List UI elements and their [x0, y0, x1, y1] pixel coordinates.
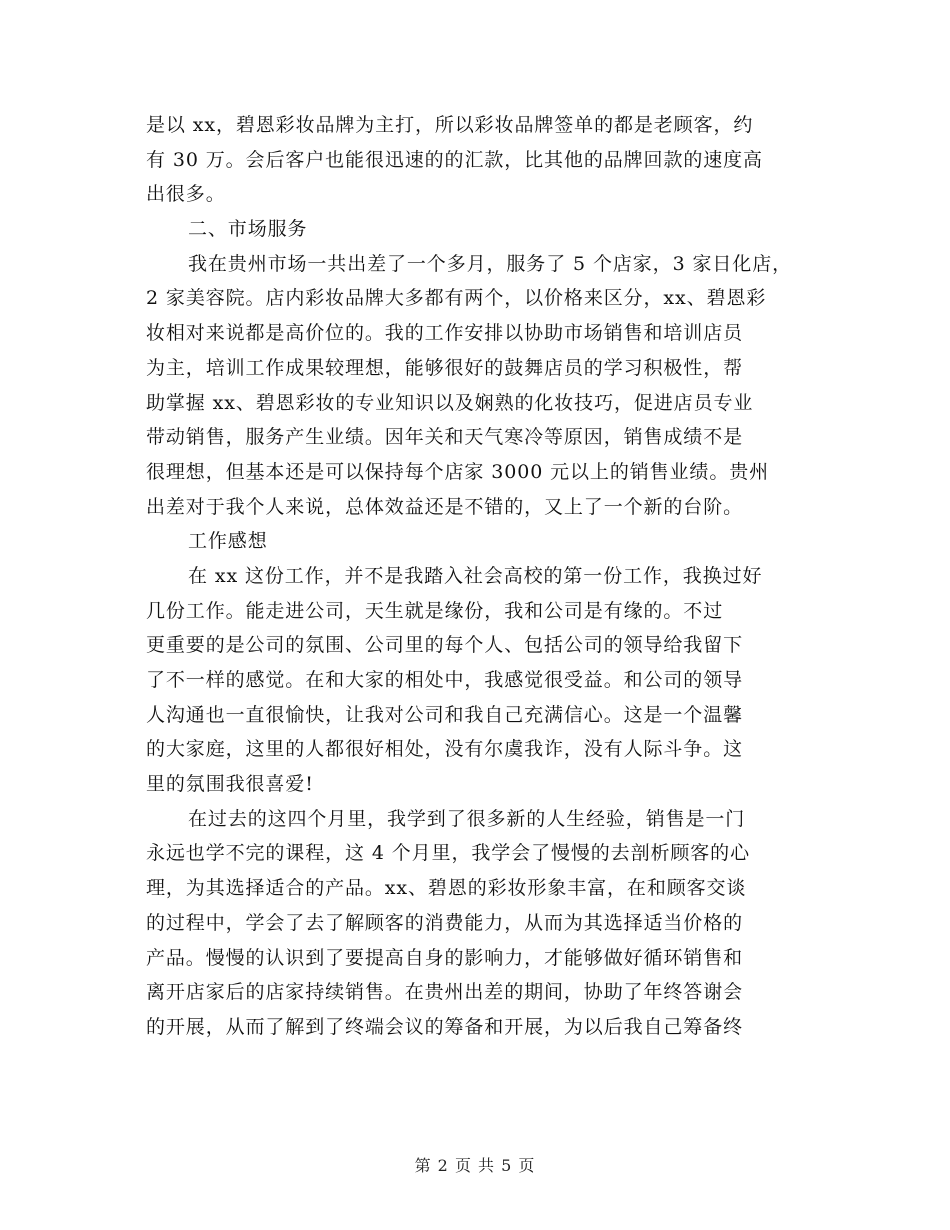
text-line: 很理想，但基本还是可以保持每个店家 3000 元以上的销售业绩。贵州 — [146, 460, 770, 483]
text-line: 工作感想 — [188, 530, 268, 553]
text-line: 出差对于我个人来说，总体效益还是不错的，又上了一个新的台阶。 — [146, 495, 744, 518]
text-line: 里的氛围我很喜爱! — [146, 773, 314, 796]
document-body — [146, 108, 846, 1045]
text-line: 产品。慢慢的认识到了要提高自身的影响力，才能够做好循环销售和 — [146, 946, 744, 969]
text-line: 的大家庭，这里的人都很好相处，没有尔虞我诈，没有人际斗争。这 — [146, 738, 744, 761]
text-line: 我在贵州市场一共出差了一个多月，服务了 5 个店家，3 家日化店， — [188, 252, 792, 275]
text-line: 助掌握 xx、碧恩彩妆的专业知识以及娴熟的化妆技巧，促进店员专业 — [146, 391, 754, 414]
text-line: 是以 xx，碧恩彩妆品牌为主打，所以彩妆品牌签单的都是老顾客，约 — [146, 114, 754, 136]
text-line: 了不一样的感觉。在和大家的相处中，我感觉很受益。和公司的领导 — [146, 669, 744, 691]
text-line: 在 xx 这份工作，并不是我踏入社会高校的第一份工作，我换过好 — [188, 564, 763, 587]
text-line: 的过程中，学会了去了解顾客的消费能力，从而为其选择适当价格的 — [146, 911, 744, 934]
text-line: 人沟通也一直很愉快，让我对公司和我自己充满信心。这是一个温馨 — [146, 703, 744, 726]
text-line: 二、市场服务 — [188, 218, 308, 241]
text-line: 有 30 万。会后客户也能很迅速的的汇款，比其他的品牌回款的速度高 — [146, 148, 763, 171]
text-line: 的开展，从而了解到了终端会议的筹备和开展，为以后我自己筹备终 — [146, 1015, 744, 1038]
text-line: 更重要的是公司的氛围、公司里的每个人、包括公司的领导给我留下 — [146, 634, 744, 657]
text-line: 永远也学不完的课程，这 4 个月里，我学会了慢慢的去剖析顾客的心 — [146, 842, 750, 865]
text-line: 为主，培训工作成果较理想，能够很好的鼓舞店员的学习积极性，帮 — [146, 356, 744, 379]
text-line: 离开店家后的店家持续销售。在贵州出差的期间，协助了年终答谢会 — [146, 981, 744, 1004]
text-line: 几份工作。能走进公司，天生就是缘份，我和公司是有缘的。不过 — [146, 599, 724, 622]
page-footer: 第 2 页 共 5 页 — [414, 1156, 536, 1175]
text-line: 理，为其选择适合的产品。xx、碧恩的彩妆形象丰富，在和顾客交谈 — [146, 877, 747, 900]
text-line: 妆相对来说都是高价位的。我的工作安排以协助市场销售和培训店员 — [146, 322, 744, 345]
text-line: 出很多。 — [146, 183, 226, 206]
text-line: 在过去的这四个月里，我学到了很多新的人生经验，销售是一门 — [188, 807, 746, 830]
text-line: 带动销售，服务产生业绩。因年关和天气寒冷等原因，销售成绩不是 — [146, 426, 744, 449]
text-line: 2 家美容院。店内彩妆品牌大多都有两个，以价格来区分，xx、碧恩彩 — [146, 287, 767, 310]
